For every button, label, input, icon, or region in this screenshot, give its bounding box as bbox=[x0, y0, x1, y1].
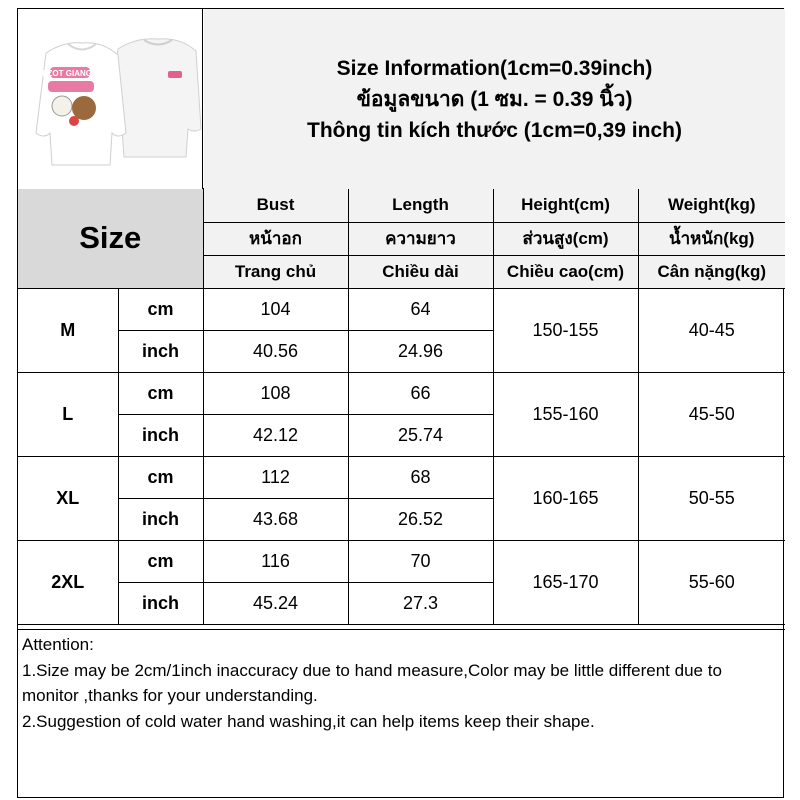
unit-inch: inch bbox=[118, 414, 203, 456]
height-header-thai: ส่วนสูง(cm) bbox=[493, 222, 638, 255]
title-thai: ข้อมูลขนาด (1 ซม. = 0.39 นิ้ว) bbox=[356, 87, 633, 111]
title-vietnamese: Thông tin kích thước (1cm=0,39 inch) bbox=[307, 118, 682, 142]
length-cm: 64 bbox=[348, 288, 493, 330]
height-range: 160-165 bbox=[493, 456, 638, 540]
sweatshirt-image bbox=[18, 9, 203, 189]
length-cm: 68 bbox=[348, 456, 493, 498]
size-label: M bbox=[18, 288, 118, 372]
length-inch: 26.52 bbox=[348, 498, 493, 540]
back-sweatshirt bbox=[110, 39, 201, 157]
bust-header: Bust bbox=[203, 189, 348, 222]
unit-cm: cm bbox=[118, 288, 203, 330]
bunny-graphic bbox=[52, 96, 72, 116]
bust-header-vietnamese: Trang chủ bbox=[203, 255, 348, 288]
title-english: Size Information(1cm=0.39inch) bbox=[336, 56, 653, 80]
length-header-vietnamese: Chiều dài bbox=[348, 255, 493, 288]
length-cm: 66 bbox=[348, 372, 493, 414]
bust-cm: 108 bbox=[203, 372, 348, 414]
size-chart bbox=[17, 8, 784, 798]
height-range: 165-170 bbox=[493, 540, 638, 624]
length-inch: 25.74 bbox=[348, 414, 493, 456]
weight-header: Weight(kg) bbox=[638, 189, 785, 222]
height-header: Height(cm) bbox=[493, 189, 638, 222]
bust-inch: 45.24 bbox=[203, 582, 348, 624]
length-header-thai: ความยาว bbox=[348, 222, 493, 255]
size-table bbox=[18, 189, 785, 625]
front-sweatshirt bbox=[36, 43, 126, 165]
unit-cm: cm bbox=[118, 372, 203, 414]
weight-range: 55-60 bbox=[638, 540, 785, 624]
height-header-vietnamese: Chiều cao(cm) bbox=[493, 255, 638, 288]
bust-cm: 104 bbox=[203, 288, 348, 330]
note-measurement: 1.Size may be 2cm/1inch inaccuracy due to hand measure,Color may be little different due to monitor ,thanks for your understanding. bbox=[22, 660, 722, 705]
heart-graphic bbox=[69, 116, 79, 126]
length-cm: 70 bbox=[348, 540, 493, 582]
print-text-bottom bbox=[48, 81, 94, 92]
size-label: XL bbox=[18, 456, 118, 540]
product-photo bbox=[18, 9, 203, 189]
unit-cm: cm bbox=[118, 540, 203, 582]
unit-inch: inch bbox=[118, 498, 203, 540]
length-header: Length bbox=[348, 189, 493, 222]
length-inch: 24.96 bbox=[348, 330, 493, 372]
print-lettering: SEZOT GIANGBY bbox=[36, 69, 104, 78]
bust-header-thai: หน้าอก bbox=[203, 222, 348, 255]
size-label: L bbox=[18, 372, 118, 456]
header-row-english bbox=[18, 189, 785, 222]
unit-inch: inch bbox=[118, 582, 203, 624]
bust-cm: 112 bbox=[203, 456, 348, 498]
unit-cm: cm bbox=[118, 456, 203, 498]
note-washing: 2.Suggestion of cold water hand washing,it can help items keep their shape. bbox=[22, 711, 595, 731]
height-range: 150-155 bbox=[493, 288, 638, 372]
notes-heading: Attention: bbox=[22, 635, 94, 654]
header bbox=[18, 9, 785, 189]
table-row bbox=[18, 372, 785, 414]
table-row bbox=[18, 540, 785, 582]
attention-notes bbox=[18, 629, 785, 799]
size-column-header: Size bbox=[18, 189, 203, 288]
weight-range: 40-45 bbox=[638, 288, 785, 372]
weight-header-vietnamese: Cân nặng(kg) bbox=[638, 255, 785, 288]
bust-inch: 40.56 bbox=[203, 330, 348, 372]
weight-header-thai: น้ำหนัก(kg) bbox=[638, 222, 785, 255]
length-inch: 27.3 bbox=[348, 582, 493, 624]
table-row bbox=[18, 456, 785, 498]
bust-inch: 43.68 bbox=[203, 498, 348, 540]
bust-inch: 42.12 bbox=[203, 414, 348, 456]
chest-logo bbox=[168, 71, 182, 78]
size-information-title bbox=[204, 9, 785, 189]
height-range: 155-160 bbox=[493, 372, 638, 456]
weight-range: 50-55 bbox=[638, 456, 785, 540]
bust-cm: 116 bbox=[203, 540, 348, 582]
table-row bbox=[18, 288, 785, 330]
size-label: 2XL bbox=[18, 540, 118, 624]
weight-range: 45-50 bbox=[638, 372, 785, 456]
unit-inch: inch bbox=[118, 330, 203, 372]
